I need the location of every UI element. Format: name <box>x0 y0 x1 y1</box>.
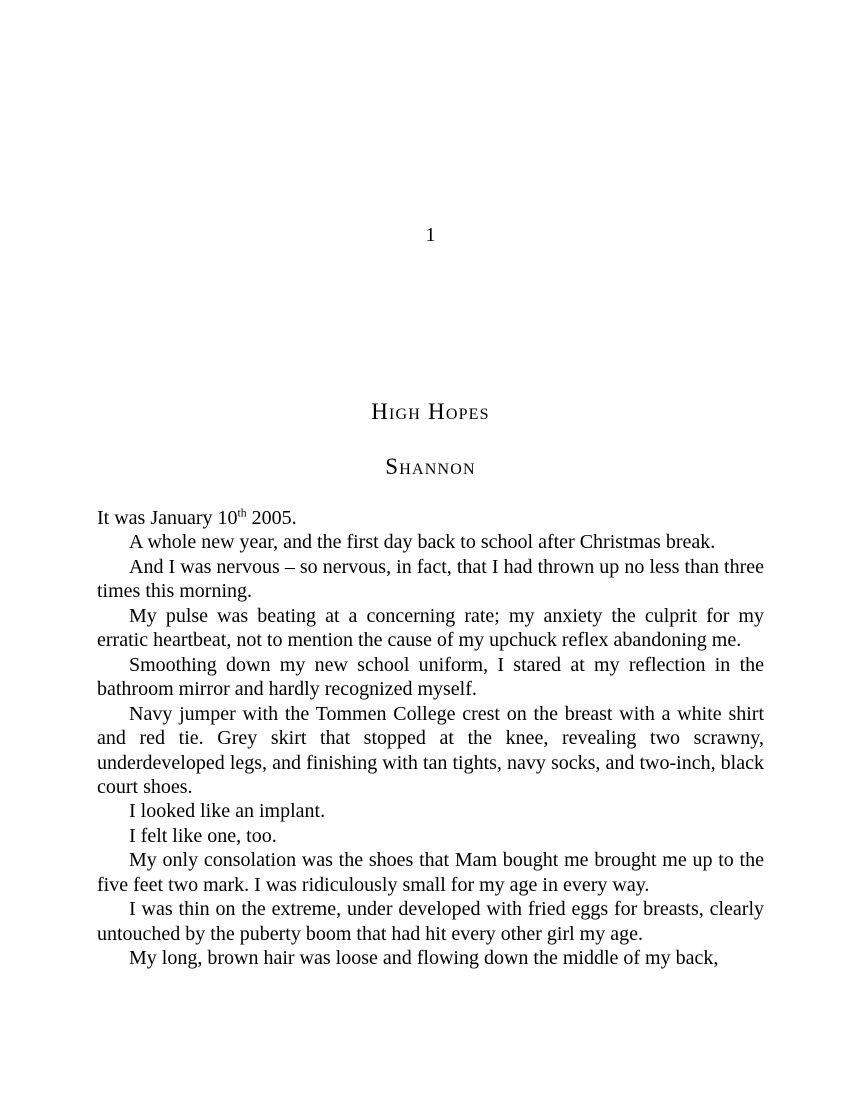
text-segment: I looked like an implant. <box>129 800 326 823</box>
text-segment: And I was nervous – so nervous, in fact, that I had thrown up no less than three times this morning. <box>97 555 764 603</box>
superscript-text: th <box>237 506 247 520</box>
paragraph <box>97 848 764 897</box>
text-segment: I was thin on the extreme, under developed with fried eggs for breasts, clearly untouched by the puberty boom that had hit every other girl my age. <box>97 898 764 945</box>
paragraph <box>97 799 764 823</box>
text-segment: Smoothing down my new school uniform, I stared at my reflection in the bathroom mirror and hardly recognized myself. <box>97 653 764 701</box>
text-segment: My pulse was beating at a concerning rate; my anxiety the culprit for my erratic heartbeat, not to mention the cause of my upchuck reflex abandoning me. <box>97 604 764 652</box>
paragraph <box>97 506 764 530</box>
page-number: 1 <box>425 224 436 246</box>
paragraph <box>97 897 764 946</box>
chapter-title: High Hopes <box>371 399 490 424</box>
text-segment: My only consolation was the shoes that Mam bought me brought me up to the five feet two mark. I was ridiculously small for my age in every way. <box>97 849 764 896</box>
paragraph <box>97 946 764 970</box>
chapter-subtitle: Shannon <box>385 454 476 479</box>
paragraph <box>97 604 764 653</box>
text-segment: My long, brown hair was loose and flowing down the middle of my back, <box>129 947 719 970</box>
text-segment: 2005. <box>246 507 297 529</box>
text-segment: I felt like one, too. <box>129 824 277 847</box>
text-segment: A whole new year, and the first day back to school after Christmas break. <box>129 531 716 554</box>
paragraph <box>97 824 764 848</box>
paragraph <box>97 702 764 800</box>
paragraph <box>97 653 764 702</box>
paragraph <box>97 530 764 554</box>
paragraph <box>97 555 764 604</box>
body-text <box>97 506 764 971</box>
text-segment: Navy jumper with the Tommen College crest on the breast with a white shirt and red tie. Grey skirt that stopped at the knee, revealing two scrawny, underdeveloped legs, and finishing with tan tights, navy socks, and two-inch, black court shoes. <box>97 702 764 798</box>
text-segment: It was January 10 <box>97 507 238 529</box>
